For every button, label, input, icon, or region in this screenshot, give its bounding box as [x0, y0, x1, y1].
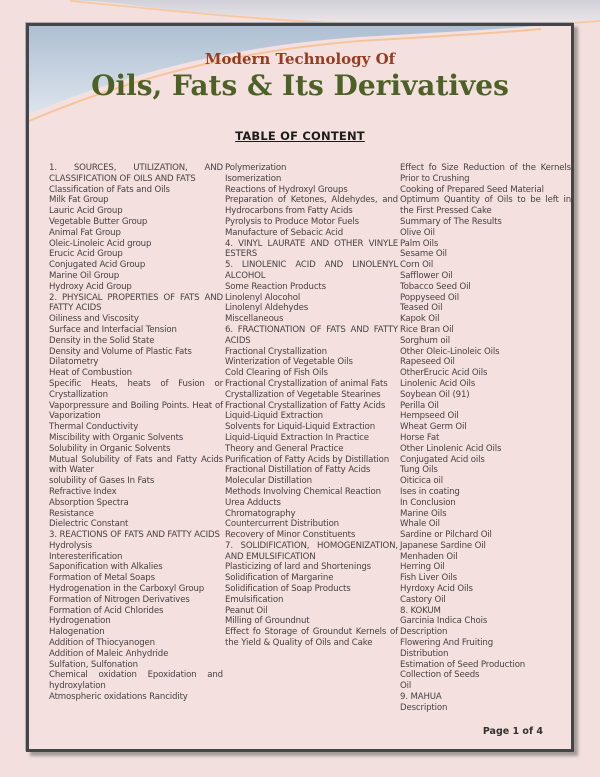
toc-item: Cold Clearing of Fish Oils — [225, 368, 328, 379]
toc-item: Milk Fat Group — [49, 195, 109, 206]
book-title: Oils, Fats & Its Derivatives — [91, 69, 509, 102]
toc-item: Purification of Fatty Acids by Distillation — [225, 454, 390, 465]
toc-item: Hydrolysis — [49, 540, 92, 551]
toc-item: Perilla Oil — [400, 400, 439, 411]
toc-item: Classification of Fats and Oils — [49, 184, 170, 195]
toc-item: Addition of Thiocyanogen — [49, 638, 155, 649]
toc-item: Emulsification — [225, 594, 284, 605]
toc-item: Tung Oils — [400, 465, 438, 476]
toc-item: Conjugated Acid oils — [400, 454, 485, 465]
toc-item: Dilatometry — [49, 357, 99, 368]
toc-item: Oiticica oil — [400, 476, 443, 487]
page-content — [29, 26, 571, 749]
toc-item: Solvents for Liquid-Liquid Extraction — [225, 422, 376, 433]
toc-item: Saponification with Alkalies — [49, 562, 163, 573]
toc-item: 2. PHYSICAL PROPERTIES OF FATS AND FATTY ACIDS — [49, 292, 223, 314]
toc-item: Fractional Crystallization of animal Fats — [225, 378, 388, 389]
toc-item: Fractional Crystallization of Fatty Acids — [225, 400, 386, 411]
toc-item: Fractional Crystallization — [225, 346, 327, 357]
toc-item: Formation of Metal Soaps — [49, 573, 155, 584]
toc-column-3 — [400, 163, 571, 714]
toc-item: Manufacture of Sebacic Acid — [225, 227, 344, 238]
toc-item: Plasticizing of lard and Shortenings — [225, 562, 372, 573]
toc-item: Thermal Conductivity — [49, 422, 139, 433]
toc-item: Safflower Oil — [400, 270, 453, 281]
toc-item: Description — [400, 627, 448, 638]
toc-item: Garcinia Indica Chois — [400, 616, 488, 627]
toc-item: Estimation of Seed Production — [400, 659, 526, 670]
book-title-prefix: Modern Technology Of — [204, 50, 396, 68]
toc-item: Methods Involving Chemical Reaction — [225, 486, 381, 497]
toc-item: Winterization of Vegetable Oils — [225, 357, 353, 368]
toc-item: Peanut Oil — [225, 605, 268, 616]
toc-item: 8. KOKUM — [400, 605, 441, 616]
toc-item: Fish Liver Oils — [400, 573, 457, 584]
toc-item: Halogenation — [49, 627, 105, 638]
toc-item: Conjugated Acid Group — [49, 260, 146, 271]
toc-item: Linolenyl Aldehydes — [225, 303, 309, 314]
toc-item: Kapok Oil — [400, 314, 440, 325]
toc-item: Miscibility with Organic Solvents — [49, 432, 184, 443]
toc-columns — [29, 163, 571, 714]
toc-item: Erucic Acid Group — [49, 249, 123, 260]
toc-heading: TABLE OF CONTENT — [235, 129, 365, 143]
toc-item: 3. REACTIONS OF FATS AND FATTY ACIDS — [49, 530, 220, 541]
toc-item: Sorghum oil — [400, 335, 450, 346]
toc-item: Rapeseed Oil — [400, 357, 455, 368]
toc-item: Interesterification — [49, 551, 123, 562]
toc-item: 1. SOURCES, UTILIZATION, AND CLASSIFICATION OF OILS AND FATS — [49, 163, 223, 184]
toc-item: Horse Fat — [400, 432, 440, 443]
toc-item: Recovery of Minor Constituents — [225, 530, 356, 541]
toc-item: Other Oleic-Linoleic Oils — [400, 346, 500, 357]
toc-item: solubility of Gases In Fats — [49, 476, 155, 487]
toc-item: Sesame Oil — [400, 249, 447, 260]
toc-item: Wheat Germ Oil — [400, 422, 467, 433]
toc-item: Solidification of Soap Products — [225, 584, 351, 595]
toc-item: Chromatography — [225, 508, 296, 519]
toc-item: Effect fo Size Reduction of the Kernels Prior to Crushing — [400, 163, 571, 184]
toc-item: Addition of Maleic Anhydride — [49, 648, 169, 659]
toc-item: Hydrogenation — [49, 616, 111, 627]
toc-item: Ises in coating — [400, 486, 460, 497]
outer-wave-fill — [70, 0, 600, 23]
toc-item: Density and Volume of Plastic Fats — [49, 346, 192, 357]
toc-item: Distribution — [400, 648, 449, 659]
toc-item: Sardine or Pilchard Oil — [400, 530, 492, 541]
toc-item: Whale Oil — [400, 519, 440, 530]
toc-item: Molecular Distillation — [225, 476, 312, 487]
toc-item: Menhaden Oil — [400, 551, 458, 562]
toc-item: Soybean Oil (91) — [400, 389, 470, 400]
toc-item: Japanese Sardine Oil — [400, 540, 486, 551]
toc-item: Tobacco Seed Oil — [400, 281, 471, 292]
toc-item: Specific Heats, heats of Fusion or Crystallization — [49, 378, 223, 400]
toc-item: Liquid-Liquid Extraction — [225, 411, 323, 422]
toc-item: Atmospheric oxidations Rancidity — [49, 692, 188, 703]
toc-item: 5. LINOLENIC ACID AND LINOLENYL ALCOHOL — [225, 260, 398, 281]
toc-item: Palm Oils — [400, 238, 439, 249]
toc-item: Oleic-Linoleic Acid group — [49, 238, 152, 249]
toc-item: Lauric Acid Group — [49, 206, 123, 217]
toc-item: Liquid-Liquid Extraction In Practice — [225, 432, 369, 443]
toc-item: Isomerization — [225, 173, 282, 184]
toc-item: Crystallization of Vegetable Stearines — [225, 389, 381, 400]
toc-item: Absorption Spectra — [49, 497, 129, 508]
toc-item: Linolenic Acid Oils — [400, 378, 476, 389]
toc-item: Heat of Combustion — [49, 368, 132, 379]
toc-item: Oil — [400, 681, 412, 692]
toc-item: Marine Oil Group — [49, 270, 120, 281]
toc-column-1 — [49, 163, 223, 714]
toc-item: Description — [400, 702, 448, 713]
page-number: Page 1 of 4 — [482, 726, 543, 737]
toc-item: Vaporpressure and Boiling Points. Heat of Vaporization — [49, 400, 223, 422]
toc-item: Oiliness and Viscosity — [49, 314, 139, 325]
toc-item: Corn Oil — [400, 260, 434, 271]
toc-item: OtherErucic Acid Oils — [400, 368, 488, 379]
toc-item: Other Linolenic Acid Oils — [400, 443, 502, 454]
toc-item: Vegetable Butter Group — [49, 216, 148, 227]
toc-item: Dielectric Constant — [49, 519, 129, 530]
toc-item: Reactions of Hydroxyl Groups — [225, 184, 348, 195]
toc-item: Effect fo Storage of Groundut Kernels of the Yield & Quality of Oils and Cake — [225, 627, 398, 649]
toc-item: Herring Oil — [400, 562, 445, 573]
toc-item: Formation of Nitrogen Derivatives — [49, 594, 190, 605]
toc-item: Resistance — [49, 508, 94, 519]
toc-item: Chemical oxidation Epoxidation and hydroxylation — [49, 670, 223, 692]
toc-item: Theory and General Practice — [225, 443, 344, 454]
toc-item: Hempseed Oil — [400, 411, 459, 422]
toc-item: Formation of Acid Chlorides — [49, 605, 164, 616]
toc-item: Miscellaneous — [225, 314, 284, 325]
toc-item: Pyrolysis to Produce Motor Fuels — [225, 216, 359, 227]
toc-item: Preparation of Ketones, Aldehydes, and Hydrocarbons from Fatty Acids — [225, 195, 398, 217]
toc-item: Flowering And Fruiting — [400, 638, 494, 649]
toc-item: Olive Oil — [400, 227, 435, 238]
toc-item: Mutual Solubility of Fats and Fatty Acids with Water — [49, 454, 223, 476]
toc-item: Density in the Solid State — [49, 335, 155, 346]
toc-item: 4. VINYL LAURATE AND OTHER VINYLE ESTERS — [225, 238, 398, 260]
toc-item: Marine Oils — [400, 508, 447, 519]
toc-item: Hydroxy Acid Group — [49, 281, 132, 292]
toc-item: Hyrdoxy Acid Oils — [400, 584, 473, 595]
toc-item: Solidification of Margarine — [225, 573, 334, 584]
toc-item: Poppyseed Oil — [400, 292, 459, 303]
toc-item: Linolenyl Alocohol — [225, 292, 301, 303]
toc-item: 6. FRACTIONATION OF FATS AND FATTY ACIDS — [225, 324, 398, 346]
toc-item: Solubility in Organic Solvents — [49, 443, 171, 454]
toc-item: Collection of Seeds — [400, 670, 480, 681]
toc-item: Surface and Interfacial Tension — [49, 324, 177, 335]
toc-item: Castory Oil — [400, 594, 446, 605]
toc-item: Fractional Distillation of Fatty Acids — [225, 465, 371, 476]
toc-item: In Conclusion — [400, 497, 456, 508]
toc-item: Sulfation, Sulfonation — [49, 659, 138, 670]
toc-item: Teased Oil — [400, 303, 443, 314]
book-title-block — [29, 50, 571, 102]
toc-item: Hydrogenation in the Carboxyl Group — [49, 584, 205, 595]
toc-item: Rice Bran Oil — [400, 324, 454, 335]
toc-item: Some Reaction Products — [225, 281, 326, 292]
toc-item: 9. MAHUA — [400, 692, 442, 703]
toc-item: Refractive Index — [49, 486, 117, 497]
toc-column-2 — [225, 163, 398, 714]
toc-item: Polymerization — [225, 163, 287, 173]
toc-item: Cooking of Prepared Seed Material — [400, 184, 544, 195]
toc-item: 7. SOLIDIFICATION, HOMOGENIZATION, AND EMULSIFICATION — [225, 540, 398, 562]
toc-item: Milling of Groundnut — [225, 616, 310, 627]
toc-item: Urea Adducts — [225, 497, 281, 508]
toc-item: Countercurrent Distribution — [225, 519, 339, 530]
toc-item: Optimum Quantity of Oils to be left in the First Pressed Cake — [400, 195, 571, 217]
page-frame — [26, 23, 574, 752]
toc-item: Animal Fat Group — [49, 227, 121, 238]
toc-item: Summary of The Results — [400, 216, 502, 227]
